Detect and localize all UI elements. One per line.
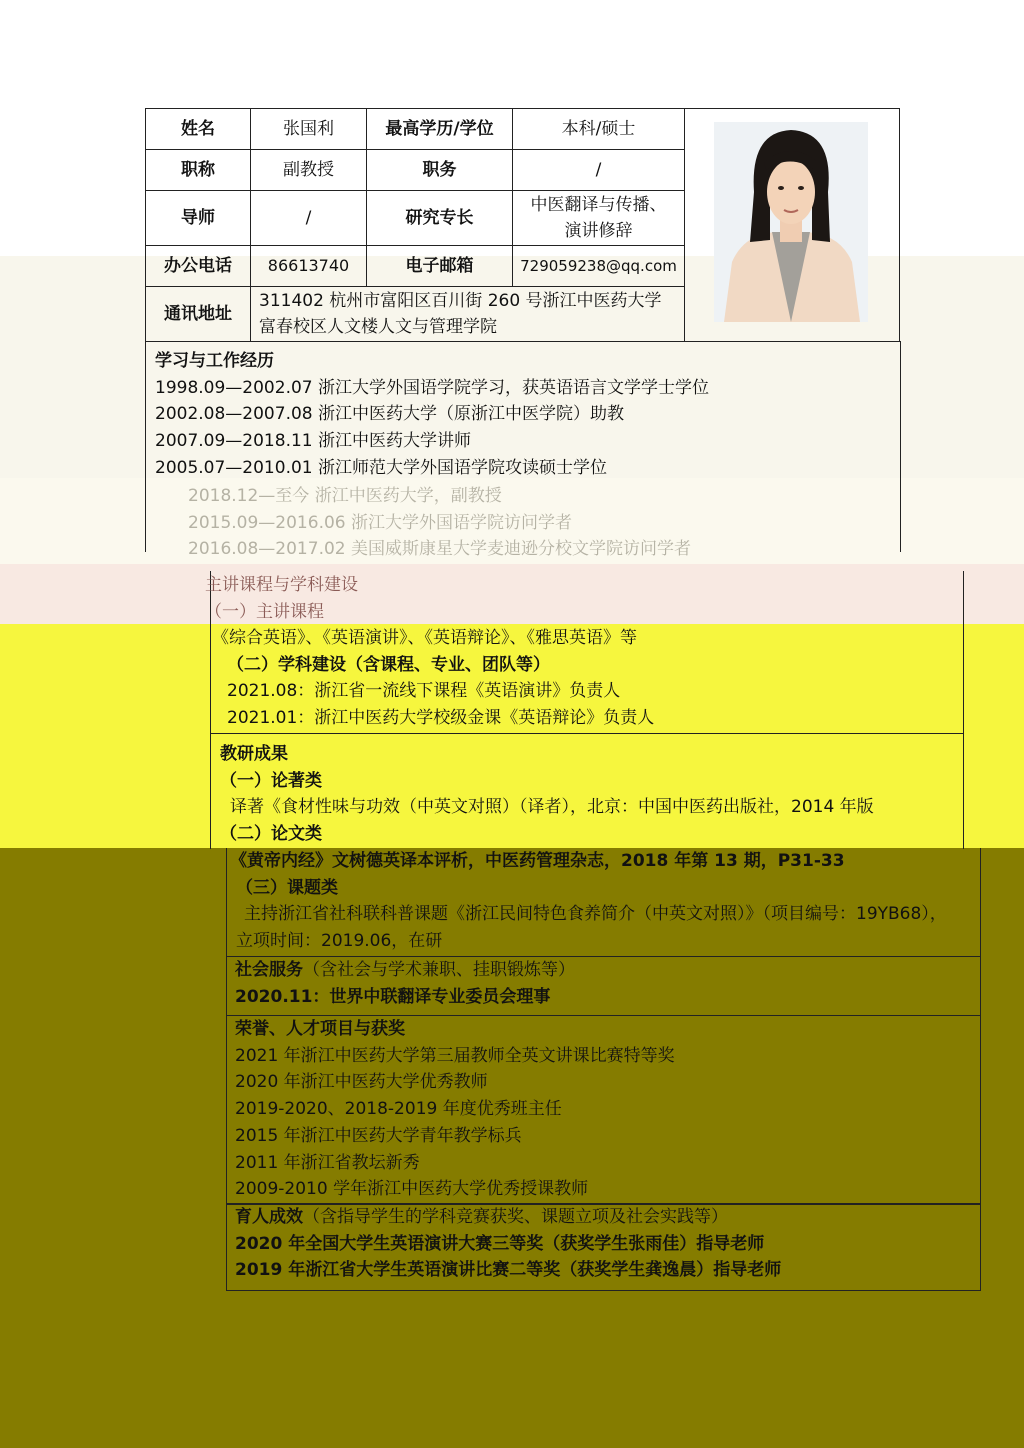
portrait-photo xyxy=(714,122,868,322)
address-line-2: 富春校区人文楼人文与管理学院 xyxy=(259,317,497,337)
experience-line: 2018.12—至今 浙江中医药大学，副教授 xyxy=(188,486,502,506)
education-heading-note: （含指导学生的学科竞赛获奖、课题立项及社会实践等） xyxy=(303,1207,728,1227)
degree-value: 本科/硕士 xyxy=(512,108,685,150)
experience-section-faded xyxy=(188,483,691,563)
degree-label: 最高学历/学位 xyxy=(366,108,513,150)
service-line: 2020.11：世界中联翻译专业委员会理事 xyxy=(235,986,551,1007)
courses-section-top xyxy=(205,572,358,625)
courses-section xyxy=(212,625,654,732)
experience-line: 2002.08—2007.08 浙江中医药大学（原浙江中医学院）助教 xyxy=(155,404,625,425)
research-value xyxy=(512,190,685,246)
research-sub-1: （一）论著类 xyxy=(220,770,322,791)
honors-line: 2019-2020、2018-2019 年度优秀班主任 xyxy=(235,1099,562,1120)
tutor-value: / xyxy=(250,190,367,246)
research-sub-3: （三）课题类 xyxy=(236,877,338,898)
education-line: 2019 年浙江省大学生英语演讲比赛二等奖（获奖学生龚逸晨）指导老师 xyxy=(235,1260,782,1281)
honors-line: 2020 年浙江中医药大学优秀教师 xyxy=(235,1072,488,1093)
address-line-1: 311402 杭州市富阳区百川街 260 号浙江中医药大学 xyxy=(259,291,662,311)
research-book: 译著《食材性味与功效（中英文对照）（译者），北京：中国中医药出版社，2014 年版 xyxy=(230,797,874,818)
courses-line: 2021.08：浙江省一流线下课程《英语演讲》负责人 xyxy=(227,681,621,702)
honors-line: 2009-2010 学年浙江中医药大学优秀授课教师 xyxy=(235,1179,589,1200)
research-project-line-1: 主持浙江省社科联科普课题《浙江民间特色食养简介（中英文对照）》（项目编号：19YB68）， xyxy=(244,904,947,925)
tutor-label: 导师 xyxy=(145,190,251,246)
research-section-lower xyxy=(230,848,947,955)
address-label: 通讯地址 xyxy=(145,286,251,342)
address-value xyxy=(250,286,685,342)
phone-value: 86613740 xyxy=(250,245,367,287)
research-value-line-1: 中医翻译与传播、 xyxy=(530,195,667,215)
research-label: 研究专长 xyxy=(366,190,513,246)
honors-heading: 荣誉、人才项目与获奖 xyxy=(235,1019,405,1039)
research-paper: 《黄帝内经》文树德英译本评析，中医药管理杂志，2018 年第 13 期，P31-33 xyxy=(230,851,845,871)
experience-section xyxy=(155,348,709,482)
experience-line: 1998.09—2002.07 浙江大学外国语学院学习，获英语语言文学学士学位 xyxy=(155,377,710,398)
honors-line: 2015 年浙江中医药大学青年教学标兵 xyxy=(235,1125,522,1146)
experience-line: 2015.09—2016.06 浙江大学外国语学院访问学者 xyxy=(188,512,573,533)
name-label: 姓名 xyxy=(145,108,251,150)
service-heading-note: （含社会与学术兼职、挂职锻炼等） xyxy=(303,960,575,980)
phone-label: 办公电话 xyxy=(145,245,251,287)
title-label: 职称 xyxy=(145,149,251,191)
courses-line: 2021.01：浙江中医药大学校级金课《英语辩论》负责人 xyxy=(227,708,655,729)
honors-line: 2021 年浙江中医药大学第三届教师全英文讲课比赛特等奖 xyxy=(235,1045,675,1066)
experience-line: 2016.08—2017.02 美国威斯康星大学麦迪逊分校文学院访问学者 xyxy=(188,539,692,560)
email-label: 电子邮箱 xyxy=(366,245,513,287)
courses-sub-2: （二）学科建设（含课程、专业、团队等） xyxy=(227,654,550,675)
post-label: 职务 xyxy=(366,149,513,191)
research-value-line-2: 演讲修辞 xyxy=(564,221,633,241)
research-sub-2: （二）论文类 xyxy=(220,824,322,845)
honors-line: 2011 年浙江省教坛新秀 xyxy=(235,1152,420,1173)
email-value: 729059238@qq.com xyxy=(512,245,685,287)
name-value: 张国利 xyxy=(250,108,367,150)
education-heading: 育人成效 xyxy=(235,1207,303,1227)
education-section xyxy=(235,1204,781,1284)
post-value: / xyxy=(512,149,685,191)
research-heading: 教研成果 xyxy=(220,744,288,764)
courses-heading: 主讲课程与学科建设 xyxy=(205,575,358,595)
experience-heading: 学习与工作经历 xyxy=(155,351,274,371)
experience-line: 2005.07—2010.01 浙江师范大学外国语学院攻读硕士学位 xyxy=(155,457,608,478)
education-line: 2020 年全国大学生英语演讲大赛三等奖（获奖学生张雨佳）指导老师 xyxy=(235,1233,765,1254)
service-section xyxy=(235,957,575,1010)
service-heading: 社会服务 xyxy=(235,960,303,980)
honors-section xyxy=(235,1016,675,1203)
experience-line: 2007.09—2018.11 浙江中医药大学讲师 xyxy=(155,431,472,452)
courses-list: 《综合英语》、《英语演讲》、《英语辩论》、《雅思英语》等 xyxy=(212,628,637,648)
courses-sub-1: （一）主讲课程 xyxy=(205,601,324,622)
research-project-line-2: 立项时间：2019.06，在研 xyxy=(236,931,443,952)
research-section xyxy=(220,741,874,848)
title-value: 副教授 xyxy=(250,149,367,191)
